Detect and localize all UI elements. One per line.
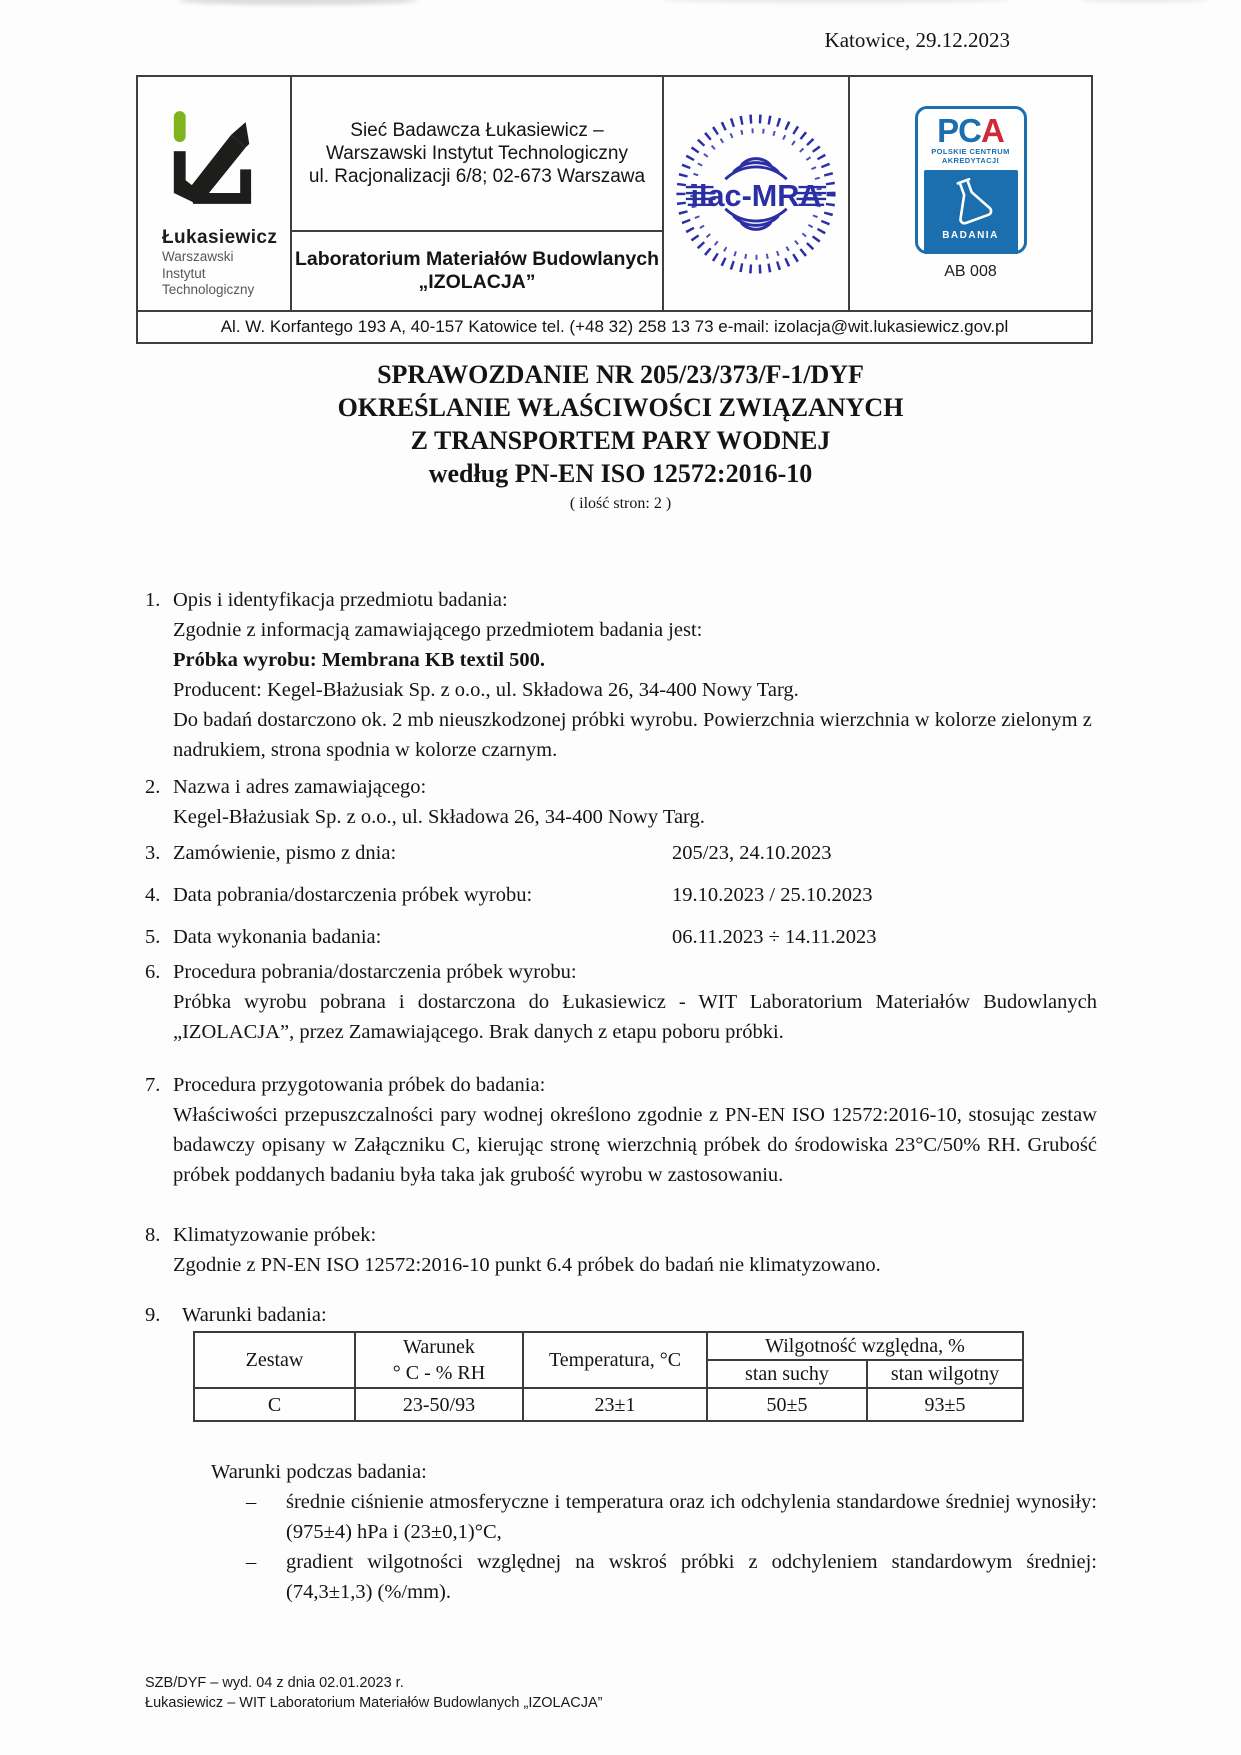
title-line-2: OKREŚLANIE WŁAŚCIWOŚCI ZWIĄZANYCH <box>337 393 904 422</box>
item-1-producer: Producent: Kegel-Błażusiak Sp. z o.o., ul. Składowa 26, 34-400 Nowy Targ. <box>173 679 799 701</box>
item-9-number: 9. <box>145 1304 161 1326</box>
item-9-title: Warunki badania: <box>182 1304 327 1326</box>
item-3-number: 3. <box>145 842 161 864</box>
flask-icon <box>924 170 1018 232</box>
pca-letter-a: A <box>981 112 1004 149</box>
item-7-title: Procedura przygotowania próbek do badania: <box>173 1074 546 1096</box>
item-6 <box>145 957 1097 1047</box>
logo-sub-1: Warszawski <box>162 249 234 264</box>
col-warunek-line2: ° C - % RH <box>392 1362 486 1384</box>
title-line-3: Z TRANSPORTEM PARY WODNEJ <box>410 426 831 455</box>
logo-sub-2: Instytut <box>162 265 206 281</box>
pca-subtitle-1: POLSKIE CENTRUM <box>931 147 1010 156</box>
pca-logo <box>915 106 1027 254</box>
item-2-client: Kegel-Błażusiak Sp. z o.o., ul. Składowa 26, 34-400 Nowy Targ. <box>173 806 705 828</box>
item-6-body: Próbka wyrobu pobrana i dostarczona do Łukasiewicz - WIT Laboratorium Materiałów Budowlanych „IZOLACJA”, przez Zamawiającego. Brak danych z etapu poboru próbki. <box>173 991 1097 1043</box>
institute-address-cell <box>292 77 664 232</box>
table-row <box>194 1388 1023 1421</box>
item-1 <box>145 585 1097 765</box>
footer-line-2: Łukasiewicz – WIT Laboratorium Materiałów Budowlanych „IZOLACJA” <box>145 1695 603 1711</box>
item-7 <box>145 1070 1097 1190</box>
col-stan-wilgotny: stan wilgotny <box>867 1360 1023 1388</box>
item-5-number: 5. <box>145 926 161 948</box>
document-footer <box>145 1673 602 1713</box>
conditions-table-block <box>145 1331 1097 1422</box>
condition-dash-1-text: średnie ciśnienie atmosferyczne i temperatura oraz ich odchylenia standardowe średniej wynosiły: (975±4) hPa i (23±0,1)°C, <box>286 1491 1097 1543</box>
item-7-body: Właściwości przepuszczalności pary wodnej określono zgodnie z PN-EN ISO 12572:2016-10, stosując zestaw badawczy opisany w Załączniku C, kierując stronę wierzchnią próbek do środowiska 23°C/50% RH. Grubość próbek poddanych badaniu była taka jak grubość wyrobu w zastosowaniu. <box>173 1104 1097 1186</box>
item-4-number: 4. <box>145 884 161 906</box>
lab-contact-line: Al. W. Korfantego 193 A, 40-157 Katowice tel. (+48 32) 258 13 73 e-mail: izolacja@wit.lukasiewicz.gov.pl <box>220 317 1009 336</box>
logo-brand: Łukasiewicz <box>162 227 278 248</box>
col-stan-suchy: stan suchy <box>707 1360 867 1388</box>
lab-line-2: „IZOLACJA” <box>418 271 536 293</box>
item-8 <box>145 1220 1097 1280</box>
dash-marker: – <box>246 1551 257 1573</box>
pca-badge <box>924 170 1018 254</box>
condition-dash-1 <box>145 1487 1198 1547</box>
item-1-description: Do badań dostarczono ok. 2 mb nieuszkodzonej próbki wyrobu. Powierzchnia wierzchnia w kolorze zielonym z nadrukiem, strona spodnia w kolorze czarnym. <box>173 709 1092 761</box>
pca-subtitle-2: AKREDYTACJI <box>941 156 1000 165</box>
laboratory-name-cell <box>292 232 664 312</box>
ilac-mra-icon <box>672 110 840 278</box>
item-5-value: 06.11.2023 ÷ 14.11.2023 <box>672 926 877 948</box>
col-wilgotnosc: Wilgotność względna, % <box>707 1332 1023 1360</box>
letterhead <box>136 75 1093 344</box>
item-1-title: Opis i identyfikacja przedmiotu badania: <box>173 589 508 611</box>
col-temperatura: Temperatura, °C <box>523 1332 707 1388</box>
item-2-number: 2. <box>145 776 161 798</box>
lab-line-1: Laboratorium Materiałów Budowlanych <box>294 248 660 270</box>
date-line: Katowice, 29.12.2023 <box>824 28 1010 52</box>
pca-badge-label: BADANIA <box>942 230 999 241</box>
item-4 <box>145 880 1097 910</box>
conditions-during-heading: Warunki podczas badania: <box>211 1461 427 1483</box>
logo-sub-3: Technologiczny <box>162 282 255 297</box>
cell-zestaw: C <box>194 1388 355 1421</box>
test-conditions-table <box>193 1331 1024 1422</box>
ilac-mra-stamp <box>664 77 850 312</box>
title-line-1: SPRAWOZDANIE NR 205/23/373/F-1/DYF <box>377 360 864 389</box>
footer-line-1: SZB/DYF – wyd. 04 z dnia 02.01.2023 r. <box>145 1675 404 1691</box>
lukasiewicz-logo-icon <box>162 107 262 219</box>
scan-artifact <box>178 0 418 5</box>
item-8-title: Klimatyzowanie próbek: <box>173 1224 377 1246</box>
org-line-1: Sieć Badawcza Łukasiewicz – <box>350 120 604 141</box>
report-title <box>0 358 1241 515</box>
lukasiewicz-logo-cell <box>138 77 292 312</box>
scan-artifact <box>1080 0 1210 3</box>
item-6-title: Procedura pobrania/dostarczenia próbek wyrobu: <box>173 961 577 983</box>
org-line-3: ul. Racjonalizacji 6/8; 02-673 Warszawa <box>308 166 646 187</box>
ilac-mra-label: ilac-MRA <box>690 178 822 213</box>
cell-temperatura: 23±1 <box>523 1388 707 1421</box>
dash-marker: – <box>246 1491 257 1513</box>
cell-stan-wilgotny: 93±5 <box>867 1388 1023 1421</box>
item-4-label: Data pobrania/dostarczenia próbek wyrobu: <box>173 884 533 906</box>
item-7-number: 7. <box>145 1074 161 1096</box>
condition-dash-2-text: gradient wilgotności względnej na wskroś próbki z odchyleniem standardowym średniej: (74,3±1,3) (%/mm). <box>286 1551 1097 1603</box>
pca-cert-number: AB 008 <box>944 263 997 280</box>
item-5 <box>145 922 1097 952</box>
title-line-4: według PN-EN ISO 12572:2016-10 <box>428 459 813 488</box>
item-8-body: Zgodnie z PN-EN ISO 12572:2016-10 punkt 6.4 próbek do badań nie klimatyzowano. <box>173 1254 881 1276</box>
cell-warunek: 23-50/93 <box>355 1388 523 1421</box>
scan-artifact <box>662 0 1012 3</box>
pca-wordmark <box>918 112 1024 149</box>
item-6-number: 6. <box>145 961 161 983</box>
pca-accreditation-cell <box>850 77 1091 312</box>
col-warunek-line1: Warunek <box>403 1336 475 1358</box>
item-2 <box>145 772 1097 832</box>
pca-letters-pc: PC <box>937 112 981 149</box>
item-8-number: 8. <box>145 1224 161 1246</box>
condition-dash-2 <box>145 1547 1198 1607</box>
item-9 <box>145 1300 1097 1330</box>
item-1-line-1: Zgodnie z informacją zamawiającego przedmiotem badania jest: <box>173 619 703 641</box>
item-3-label: Zamówienie, pismo z dnia: <box>173 842 397 864</box>
item-3-value: 205/23, 24.10.2023 <box>672 842 832 864</box>
item-4-value: 19.10.2023 / 25.10.2023 <box>672 884 873 906</box>
item-1-sample-name: Próbka wyrobu: Membrana KB textil 500. <box>173 649 546 671</box>
cell-stan-suchy: 50±5 <box>707 1388 867 1421</box>
item-3 <box>145 838 1097 868</box>
org-line-2: Warszawski Instytut Technologiczny <box>325 143 628 164</box>
page-count-note: ( ilość stron: 2 ) <box>569 495 672 512</box>
col-zestaw: Zestaw <box>194 1332 355 1388</box>
col-warunek <box>355 1332 523 1388</box>
item-5-label: Data wykonania badania: <box>173 926 382 948</box>
item-1-number: 1. <box>145 589 161 611</box>
item-2-title: Nazwa i adres zamawiającego: <box>173 776 427 798</box>
